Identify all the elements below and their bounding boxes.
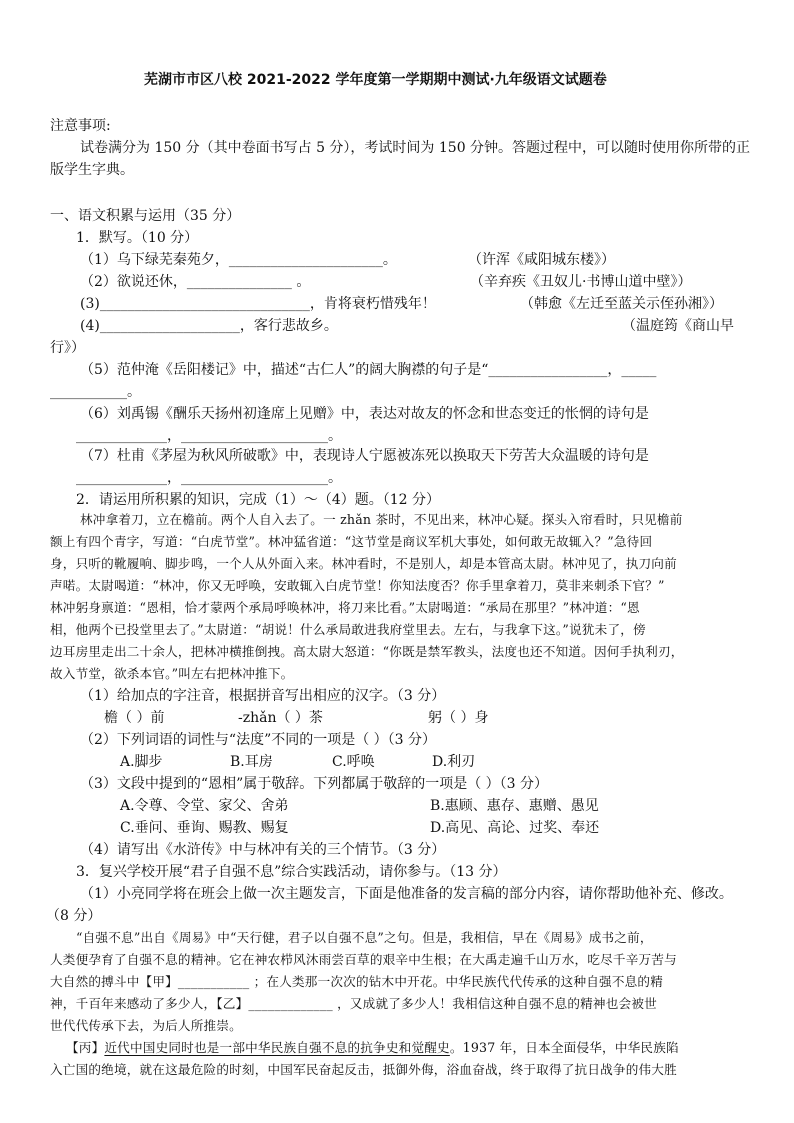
q1-item-7: （7）杜甫《茅屋为秋风所破歌》中，表现诗人宁愿被冻死以换取天下劳苦大众温暖的诗句是 (80, 448, 649, 464)
q2-sub-3: （3）文段中提到的“恩相”属于敬辞。下列都属于敬辞的一项是（ ）（3 分） (80, 776, 549, 792)
option-c[interactable]: C.呼唤 (332, 754, 375, 770)
pinyin-blank[interactable]: -zhǎn（ ）茶 (238, 710, 323, 726)
option-b[interactable]: B.惠顾、惠存、惠赠、愚见 (430, 798, 599, 814)
speech-line: 人类便孕育了自强不息的精神。它在神农栉风沐雨尝百草的艰辛中生根；在大禹走遍千山万水，吃尽千辛万苦与 (50, 952, 677, 967)
question-1-heading: 1．默写。（10 分） (76, 230, 199, 246)
passage-line: 林冲拿着刀，立在檐前。两个人自入去了。一 zhǎn 茶时，不见出来，林冲心疑。探头入帘看时，只见檐前 (80, 512, 683, 527)
speech-line: 入亡国的绝境，就在这最危险的时刻，中国军民奋起反击，抵御外侮，浴血奋战，终于取得了抗日战争的伟大胜 (50, 1062, 677, 1077)
q1-item-text: (4) (80, 318, 100, 334)
answer-blank[interactable]: _____________，_____________________。 (76, 470, 342, 486)
passage-line: 边耳房里走出二十余人，把林冲横推倒拽。高太尉大怒道：“你既是禁军教头，法度也还不知道。因何手执利刃， (50, 644, 684, 659)
underlined-sentence: 近代中国史同时也是一部中华民族自强不息的抗争史和觉醒史 (104, 1040, 450, 1055)
option-d[interactable]: D.利刃 (432, 754, 476, 770)
answer-blank[interactable]: ___________。 (50, 384, 141, 400)
q1-item-1 (80, 250, 397, 270)
answer-blank[interactable]: ______________________。 (228, 252, 397, 268)
q1-item-text: （5）范仲淹《岳阳楼记》中，描述“古仁人”的阔大胸襟的句子是“ (80, 362, 489, 378)
q1-item-6: （6）刘禹锡《酬乐天扬州初逢席上见赠》中，表达对故友的怀念和世态变迁的怅惘的诗句是 (80, 406, 649, 422)
pinyin-blank[interactable]: 檐（ ）前 (104, 710, 165, 726)
passage-line: 声喏。太尉喝道：“林冲，你又无呼唤，安敢辄入白虎节堂！你知法度否？你手里拿着刀，莫非来刺杀下官？” (50, 578, 665, 593)
q3-sub-1-points: （8 分） (46, 908, 102, 924)
q1-item-source: （韩愈《左迁至蓝关示侄孙湘》） (520, 296, 723, 312)
q1-item-5 (80, 360, 656, 380)
pinyin-blank[interactable]: 躬（ ）身 (428, 710, 489, 726)
speech-line: 大自然的搏斗中【甲】___________ ；在人类那一次次的钻木中开花。中华民族代代传承的这种自强不息的精 (50, 974, 664, 989)
speech-line: 神，千百年来感动了多少人，【乙】_____________ ，又成就了多少人！我相信这种自强不息的精神也会被世 (50, 996, 657, 1011)
q2-sub-1: （1）给加点的字注音，根据拼音写出相应的汉字。（3 分） (80, 688, 446, 704)
option-c[interactable]: C.垂问、垂询、赐教、赐复 (120, 820, 289, 836)
answer-blank[interactable]: ______________________________ (99, 296, 310, 312)
q1-item-3 (80, 294, 436, 314)
passage-line: 林冲躬身禀道：“恩相，恰才蒙两个承局呼唤林冲，将刀来比看。”太尉喝道：“承局在那里？”林冲道：“恩 (50, 600, 640, 615)
option-d[interactable]: D.高见、高论、过奖、奉还 (430, 820, 600, 836)
option-a[interactable]: A.令尊、令堂、家父、舍弟 (120, 798, 289, 814)
q1-item-source-cont: 行》） (50, 340, 85, 356)
section-heading: 一、语文积累与运用（35 分） (50, 208, 241, 224)
passage-line: 身，只听的靴履响、脚步鸣，一个人从外面入来。林冲看时，不是别人，却是本管高太尉。林冲见了，执刀向前 (50, 556, 677, 571)
paragraph-text: 。1937 年，日本全面侵华，中华民族陷 (449, 1040, 679, 1055)
option-a[interactable]: A.脚步 (120, 754, 163, 770)
q1-item-text: ，肯将衰朽惜残年！ (309, 296, 436, 312)
answer-blank[interactable]: ____________________ (99, 318, 240, 334)
q1-item-text: ，客行悲故乡。 (239, 318, 338, 334)
passage-line: 额上有四个青字，写道：“白虎节堂”。林冲猛省道：“这节堂是商议军机大事处，如何敢无故辄入？”急待回 (50, 534, 653, 549)
exam-title: 芜湖市市区八校 2021-2022 学年度第一学期期中测试·九年级语文试题卷 (144, 72, 607, 88)
marker-bing: 【丙】 (66, 1040, 105, 1055)
speech-line: 世代代传承下去，为后人所推崇。 (50, 1018, 242, 1033)
q1-item-4 (80, 316, 338, 336)
answer-blank[interactable]: _____________，_____________________。 (76, 428, 342, 444)
question-2-heading: 2．请运用所积累的知识，完成（1）～（4）题。（12 分） (76, 492, 440, 508)
q1-item-2 (80, 272, 310, 292)
notice-line: 试卷满分为 150 分（其中卷面书写占 5 分），考试时间为 150 分钟。答题过程中，可以随时使用你所带的正 (80, 140, 751, 156)
option-b[interactable]: B.耳房 (230, 754, 273, 770)
q1-item-source: （温庭筠《商山早 (622, 318, 734, 334)
question-3-heading: 3．复兴学校开展“君子自强不息”综合实践活动，请你参与。（13 分） (76, 864, 507, 880)
speech-paragraph-bing (66, 1038, 679, 1058)
q1-item-text: (3) (80, 296, 100, 312)
q2-sub-4: （4）请写出《水浒传》中与林冲有关的三个情节。（3 分） (80, 842, 446, 858)
q1-item-source: （辛弃疾《丑奴儿·书博山道中壁》） (470, 274, 692, 290)
notice-line: 版学生字典。 (50, 162, 134, 178)
q2-sub-2: （2）下列词语的词性与“法度”不同的一项是（ ）（3 分） (80, 732, 437, 748)
q3-sub-1: （1）小亮同学将在班会上做一次主题发言，下面是他准备的发言稿的部分内容，请你帮助他补充、修改。 (80, 886, 733, 902)
speech-line: “自强不息”出自《周易》中“天行健，君子以自强不息”之句。但是，我相信，早在《周易》成书之前， (76, 930, 653, 945)
q1-item-text: （2）欲说还休， (80, 274, 187, 290)
answer-blank[interactable]: _______________ 。 (186, 274, 311, 290)
q1-item-text: （1）乌下绿芜秦苑夕， (80, 252, 229, 268)
passage-line: 故入节堂，欲杀本官。”叫左右把林冲推下。 (50, 666, 294, 681)
passage-line: 相，他两个已投堂里去了。”太尉道：“胡说！什么承局敢进我府堂里去。左右，与我拿下这。”说犹未了，傍 (50, 622, 646, 637)
q1-item-source: （许浑《咸阳城东楼》） (468, 252, 615, 268)
answer-blank[interactable]: _________________，_____ (488, 362, 657, 378)
notice-heading: 注意事项: (50, 118, 111, 134)
